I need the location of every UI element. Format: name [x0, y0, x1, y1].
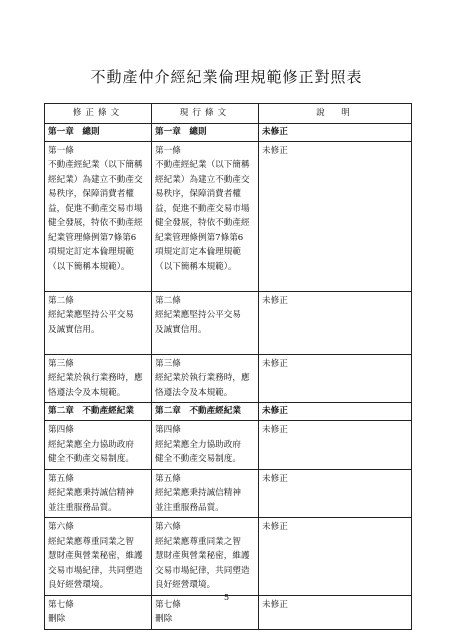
- article-row-6: [45, 518, 412, 596]
- article7-note: 未修正: [259, 595, 412, 629]
- chapter1-revised: 第一章 總則: [45, 123, 152, 141]
- article4-revised: 第四條 經紀業應全力協助政府 健全不動產交易制度。: [45, 421, 152, 470]
- chapter-row-2: [45, 403, 412, 421]
- article6-note: 未修正: [259, 518, 412, 596]
- article3-note: 未修正: [259, 354, 412, 403]
- article-row-3: [45, 354, 412, 403]
- chapter2-current: 第二章 不動產經紀業: [152, 403, 259, 421]
- article1-revised: 第一條 不動產經紀業（以下簡稱 經紀業）為建立不動產交 易秩序，保障消費者權 益，促進不動產交易市場 健全發展，特依不動產經 紀業管理條例第7條第6 項規定訂定本倫理規範 （以下簡稱本規範）。: [45, 141, 152, 291]
- article2-revised: 第二條 經紀業應堅持公平交易 及誠實信用。: [45, 291, 152, 354]
- article1-note: 未修正: [259, 141, 412, 291]
- chapter-row-1: [45, 123, 412, 141]
- article3-current: 第三條 經紀業於執行業務時，應 恪遵法令及本規範。: [152, 354, 259, 403]
- article2-note: 未修正: [259, 291, 412, 354]
- chapter1-note: 未修正: [259, 123, 412, 141]
- header-revised: 修正條文: [45, 104, 152, 124]
- article4-note: 未修正: [259, 421, 412, 470]
- chapter1-current: 第一章 總則: [152, 123, 259, 141]
- article-row-2: [45, 291, 412, 354]
- page-number: 5: [223, 593, 230, 602]
- article3-revised: 第三條 經紀業於執行業務時，應 恪遵法令及本規範。: [45, 354, 152, 403]
- article2-current: 第二條 經紀業應堅持公平交易 及誠實信用。: [152, 291, 259, 354]
- comparison-table: [44, 103, 412, 630]
- article4-current: 第四條 經紀業應全力協助政府 健全不動產交易制度。: [152, 421, 259, 470]
- article6-current: 第六條 經紀業應尊重同業之智 慧財產與營業秘密，維護 交易市場紀律，共同塑造 良好經營環境。: [152, 518, 259, 596]
- document-title: 不動產仲介經紀業倫理規範修正對照表: [90, 68, 363, 86]
- article5-note: 未修正: [259, 469, 412, 518]
- chapter2-revised: 第二章 不動產經紀業: [45, 403, 152, 421]
- article-row-1: [45, 141, 412, 291]
- chapter2-note: 未修正: [259, 403, 412, 421]
- article5-current: 第五條 經紀業應秉持誠信精神 並注重服務品質。: [152, 469, 259, 518]
- header-current: 現行條文: [152, 104, 259, 124]
- article7-revised: 第七條 刪除: [45, 595, 152, 629]
- article5-revised: 第五條 經紀業應秉持誠信精神 並注重服務品質。: [45, 469, 152, 518]
- header-note: 說 明: [259, 104, 412, 124]
- article-row-5: [45, 469, 412, 518]
- article7-current: 第七條 刪除: [152, 595, 259, 629]
- article6-revised: 第六條 經紀業應尊重同業之智 慧財產與營業秘密，維護 交易市場紀律，共同塑造 良好經營環境。: [45, 518, 152, 596]
- article-row-4: [45, 421, 412, 470]
- header-row: [45, 104, 412, 124]
- article1-current: 第一條 不動產經紀業（以下簡稱 經紀業）為建立不動產交 易秩序，保障消費者權 益，促進不動產交易市場 健全發展，特依不動產經 紀業管理條例第7條第6 項規定訂定本倫理規範 （以下簡稱本規範）。: [152, 141, 259, 291]
